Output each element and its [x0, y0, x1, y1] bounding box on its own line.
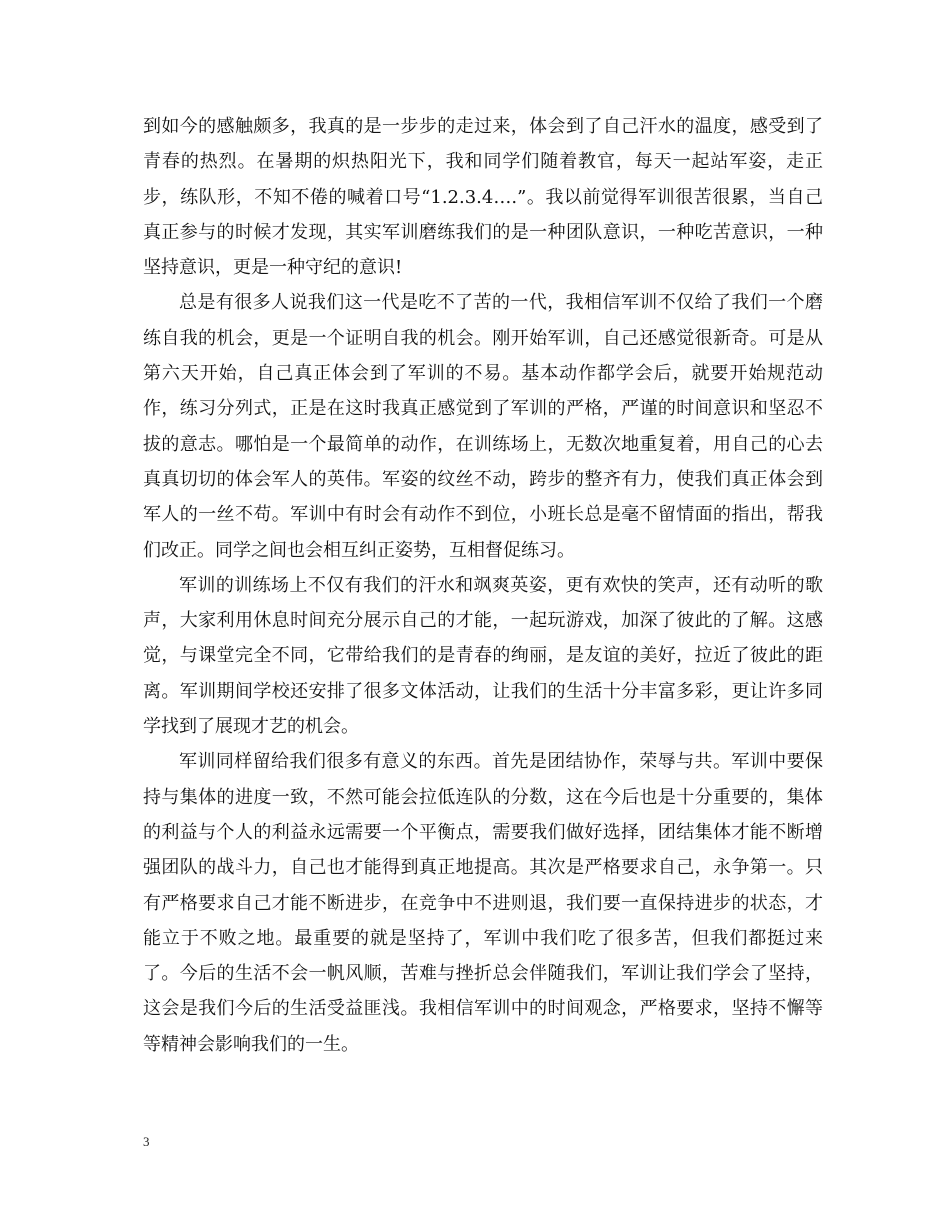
- document-body: [143, 109, 823, 1062]
- paragraph-2: 总是有很多人说我们这一代是吃不了苦的一代，我相信军训不仅给了我们一个磨练自我的机会，更是一个证明自我的机会。刚开始军训，自己还感觉很新奇。可是从第六天开始，自己真正体会到了军训的不易。基本动作都学会后，就要开始规范动作，练习分列式，正是在这时我真正感觉到了军训的严格，严谨的时间意识和坚忍不拔的意志。哪怕是一个最简单的动作，在训练场上，无数次地重复着，用自己的心去真真切切的体会军人的英伟。军姿的纹丝不动，跨步的整齐有力，使我们真正体会到军人的一丝不苟。军训中有时会有动作不到位，小班长总是毫不留情面的指出，帮我们改正。同学之间也会相互纠正姿势，互相督促练习。: [143, 292, 823, 561]
- paragraph-1: 到如今的感触颇多，我真的是一步步的走过来，体会到了自己汗水的温度，感受到了青春的热烈。在暑期的炽热阳光下，我和同学们随着教官，每天一起站军姿，走正步，练队形，不知不倦的喊着口号“1.2.3.4….”。我以前觉得军训很苦很累，当自己真正参与的时候才发现，其实军训磨练我们的是一种团队意识，一种吃苦意识，一种坚持意识，更是一种守纪的意识!: [143, 116, 823, 279]
- page-number: 3: [143, 1134, 150, 1149]
- paragraph-3: 军训的训练场上不仅有我们的汗水和飒爽英姿，更有欢快的笑声，还有动听的歌声，大家利用休息时间充分展示自己的才能，一起玩游戏，加深了彼此的了解。这感觉，与课堂完全不同，它带给我们的是青春的绚丽，是友谊的美好，拉近了彼此的距离。军训期间学校还安排了很多文体活动，让我们的生活十分丰富多彩，更让许多同学找到了展现才艺的机会。: [143, 574, 823, 738]
- paragraph-4: 军训同样留给我们很多有意义的东西。首先是团结协作，荣辱与共。军训中要保持与集体的进度一致，不然可能会拉低连队的分数，这在今后也是十分重要的，集体的利益与个人的利益永远需要一个平衡点，需要我们做好选择，团结集体才能不断增强团队的战斗力，自己也才能得到真正地提高。其次是严格要求自己，永争第一。只有严格要求自己才能不断进步，在竞争中不进则退，我们要一直保持进步的状态，才能立于不败之地。最重要的就是坚持了，军训中我们吃了很多苦，但我们都挺过来了。今后的生活不会一帆风顺，苦难与挫折总会伴随我们，军训让我们学会了坚持，这会是我们今后的生活受益匪浅。我相信军训中的时间观念，严格要求，坚持不懈等等精神会影响我们的一生。: [143, 751, 823, 1055]
